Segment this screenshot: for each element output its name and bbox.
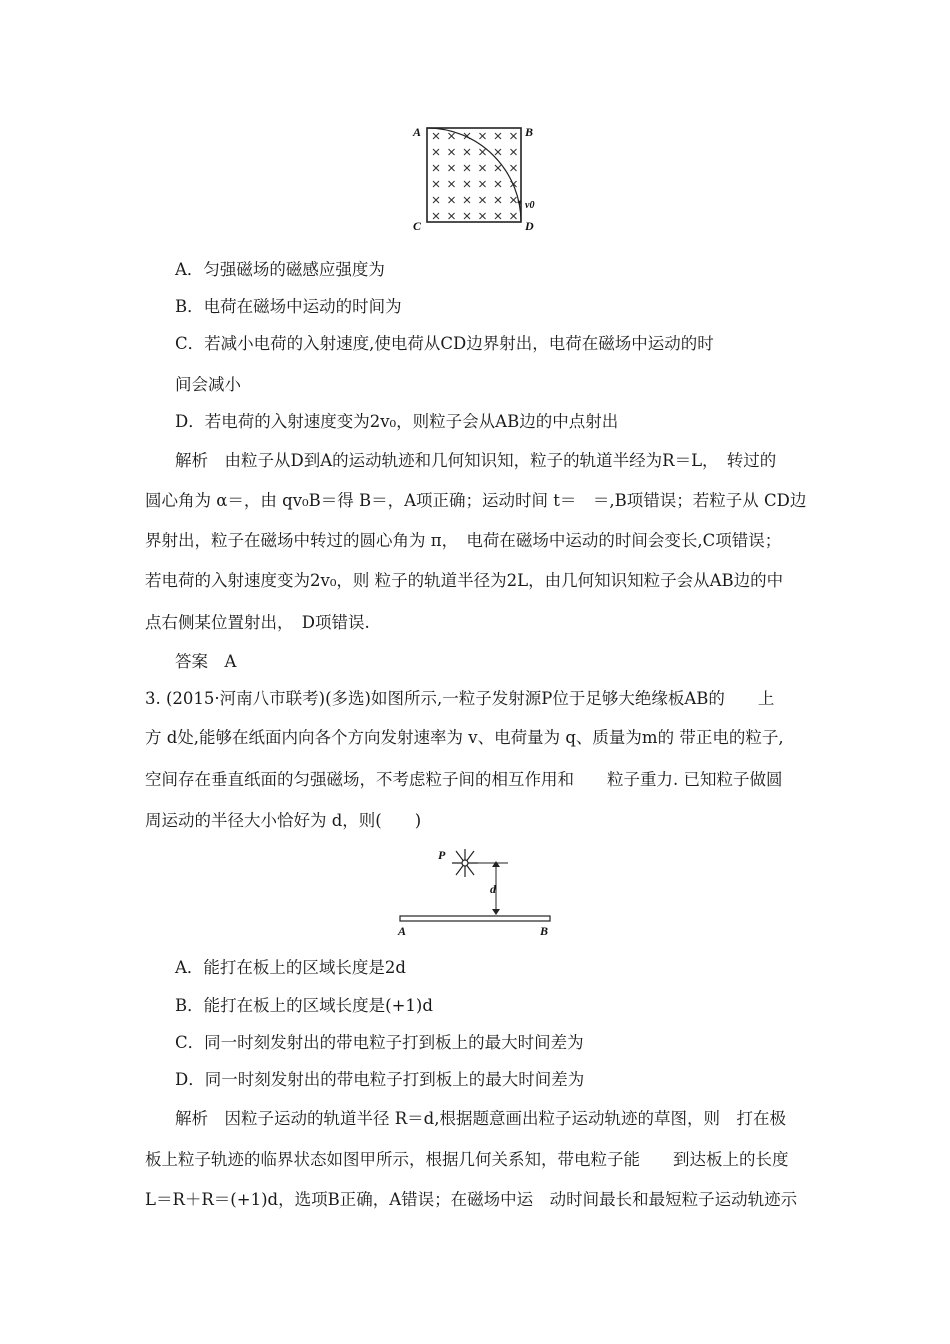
field-crosses [433, 133, 517, 219]
q2-option-b: B．电荷在磁场中运动的时间为 [175, 297, 402, 316]
label-a: A [413, 125, 422, 139]
q3-option-c: C．同一时刻发射出的带电粒子打到板上的最大时间差为 [175, 1033, 584, 1052]
q2-option-a: A．匀强磁场的磁感应强度为 [175, 260, 385, 279]
q3-stem-line-1: 3. (2015·河南八市联考)(多选)如图所示,一粒子发射源P位于足够大绝缘板AB的 上 [145, 689, 775, 708]
label-b: B [525, 125, 534, 139]
particle-trajectory [427, 128, 521, 222]
label-b-plate: B [540, 924, 549, 938]
q3-stem-line-4: 周运动的半径大小恰好为 d，则( ) [145, 811, 422, 830]
q3-stem-line-2: 方 d处,能够在纸面内向各个方向发射速率为 v、电荷量为 q、质量为m的 带正电的粒子, [145, 728, 784, 747]
label-c: C [413, 219, 422, 233]
q2-analysis-line-1: 解析 由粒子从D到A的运动轨迹和几何知识知，粒子的轨道半经为R＝L， 转过的 [175, 451, 777, 470]
q3-stem-line-3: 空间存在垂直纸面的匀强磁场，不考虑粒子间的相互作用和 粒子重力. 已知粒子做圆 [145, 770, 783, 789]
q3-option-b: B．能打在板上的区域长度是(+1)d [175, 996, 433, 1015]
arrow-down-icon [492, 909, 500, 915]
label-v0: v0 [525, 200, 535, 211]
q2-analysis-line-4: 若电荷的入射速度变为2v₀，则 粒子的轨道半径为2L，由几何知识知粒子会从AB边的中 [145, 571, 784, 590]
label-a-plate: A [398, 924, 407, 938]
arrow-up-icon [492, 861, 500, 867]
q3-option-a: A．能打在板上的区域长度是2d [175, 958, 406, 977]
q2-option-d: D．若电荷的入射速度变为2v₀，则粒子会从AB边的中点射出 [175, 412, 619, 431]
label-d: D [525, 219, 534, 233]
label-p: P [438, 848, 446, 862]
insulating-plate [400, 916, 550, 921]
q2-option-c: C．若减小电荷的入射速度,使电荷从CD边界射出，电荷在磁场中运动的时 [175, 334, 714, 353]
q3-analysis-line-2: 板上粒子轨迹的临界状态如图甲所示，根据几何关系知，带电粒子能 到达板上的长度 [145, 1150, 789, 1169]
q3-analysis-line-1: 解析 因粒子运动的轨道半径 R＝d,根据题意画出粒子运动轨迹的草图，则 打在极 [175, 1109, 786, 1128]
q3-analysis-line-3: L＝R＋R＝(+1)d，选项B正确，A错误；在磁场中运 动时间最长和最短粒子运动轨迹示 [145, 1190, 798, 1209]
figure-magnetic-field-square [405, 118, 545, 238]
label-d-distance: d [490, 882, 496, 896]
q2-answer: 答案 A [175, 652, 237, 671]
q2-analysis-line-2: 圆心角为 α＝，由 qv₀B＝得 B＝，A项正确；运动时间 t＝ ＝,B项错误；若粒子从 CD边 [145, 491, 807, 510]
figure-particle-source-plate [390, 845, 560, 940]
q2-option-c-cont: 间会减小 [175, 375, 241, 394]
q3-option-d: D．同一时刻发射出的带电粒子打到板上的最大时间差为 [175, 1070, 585, 1089]
q2-analysis-line-5: 点右侧某位置射出， D项错误. [145, 613, 370, 632]
q2-analysis-line-3: 界射出，粒子在磁场中转过的圆心角为 π， 电荷在磁场中运动的时间会变长,C项错误； [145, 531, 782, 550]
